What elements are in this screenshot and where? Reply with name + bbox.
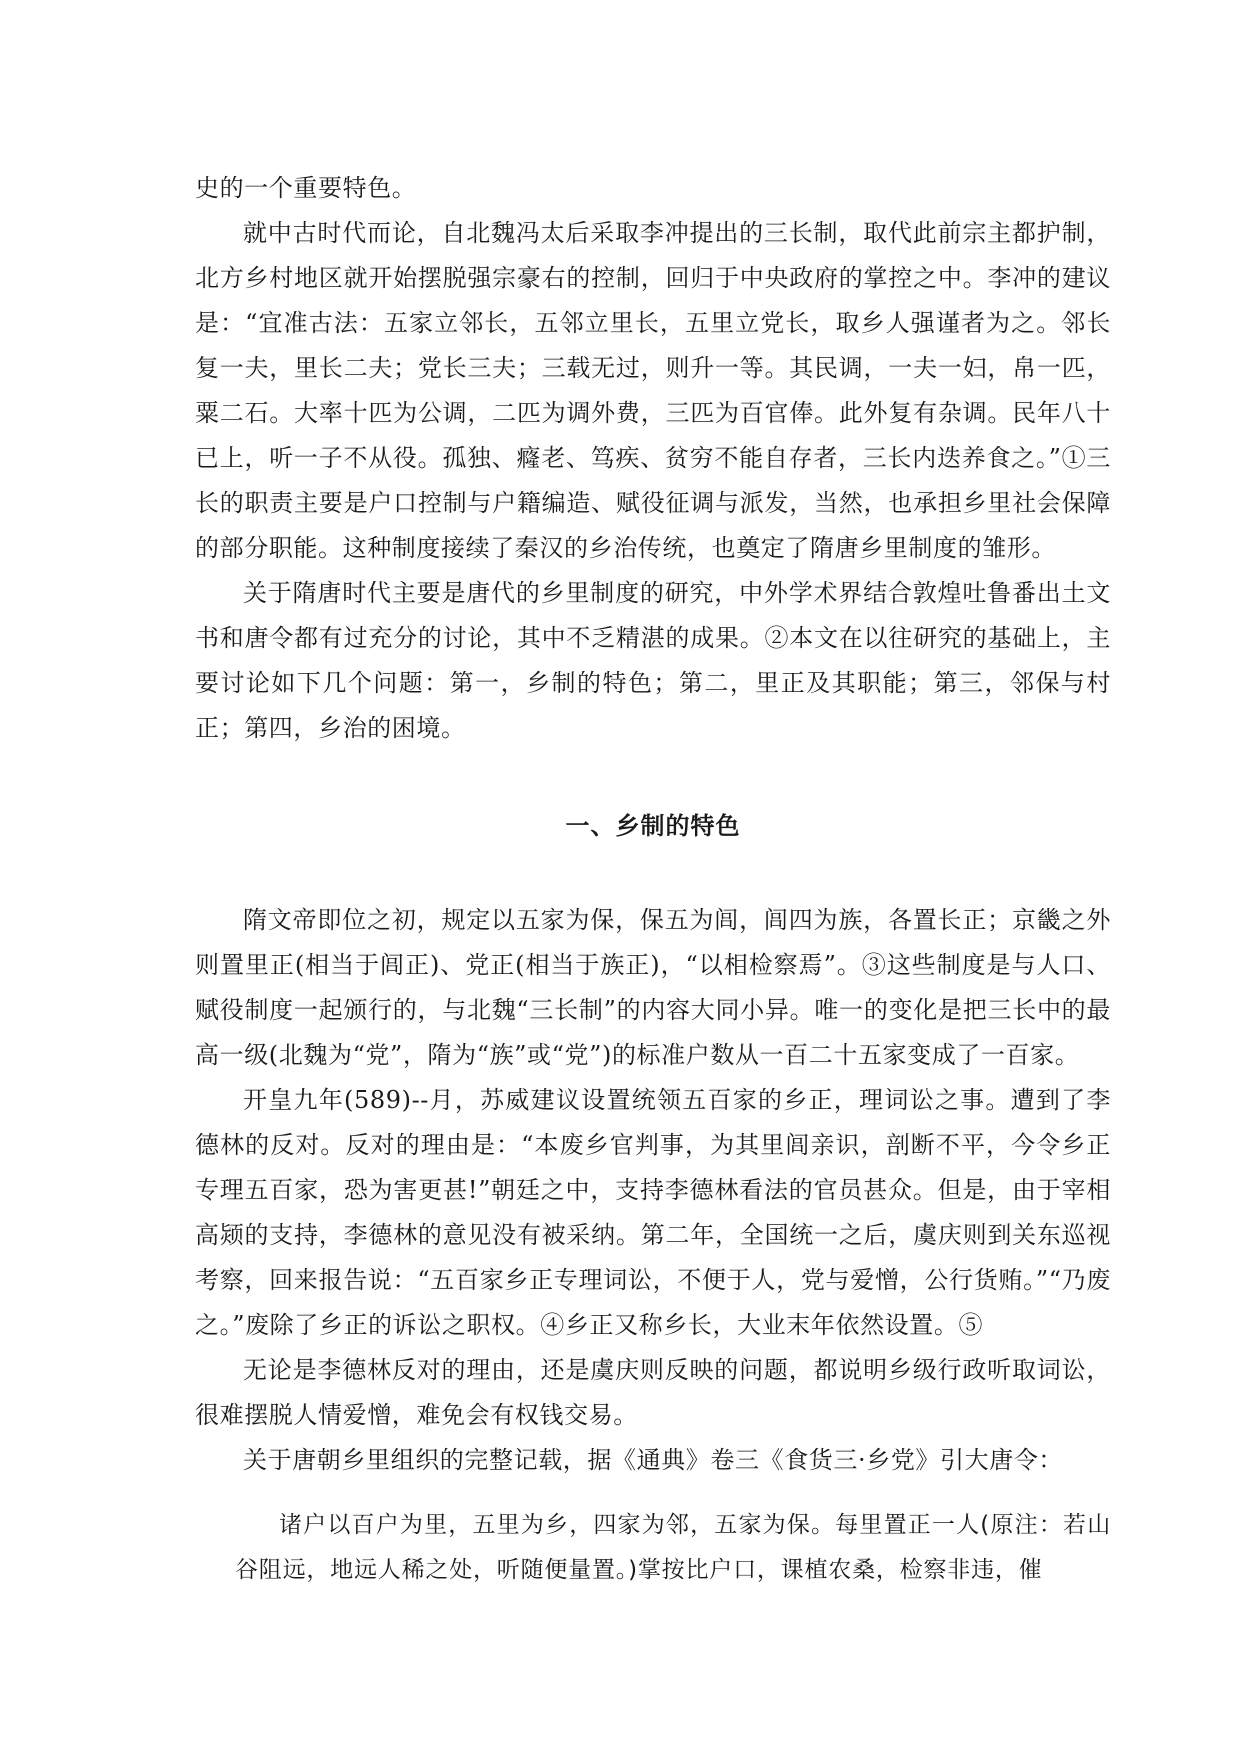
section-heading: 一、乡制的特色	[565, 811, 741, 840]
paragraph-kaihuang: 开皇九年(589)--月，苏威建议设置统领五百家的乡正，理词讼之事。遭到了李德林的反对。反对的理由是：“本废乡官判事，为其里闾亲识，剖断不平，今令乡正专理五百家，恐为害更甚!”朝廷之中，支持李德林看法的官员甚众。但是，由于宰相高颎的支持，李德林的意见没有被采纳。第二年，全国统一之后，虞庆则到关东巡视考察，回来报告说：“五百家乡正专理词讼，不便于人，党与爱憎，公行货贿。”“乃废之。”废除了乡正的诉讼之职权。④乡正又称乡长，大业末年依然设置。⑤	[195, 1086, 1111, 1339]
paragraph-conclusion: 无论是李德林反对的理由，还是虞庆则反映的问题，都说明乡级行政听取词讼，很难摆脱人情爱憎，难免会有权钱交易。	[195, 1356, 1111, 1429]
paragraph-research-overview: 关于隋唐时代主要是唐代的乡里制度的研究，中外学术界结合敦煌吐鲁番出土文书和唐令都有过充分的讨论，其中不乏精湛的成果。②本文在以往研究的基础上，主要讨论如下几个问题：第一，乡制的特色；第二，里正及其职能；第三，邻保与村正；第四，乡治的困境。	[195, 579, 1111, 742]
paragraph-tang-intro: 关于唐朝乡里组织的完整记载，据《通典》卷三《食货三·乡党》引大唐令：	[243, 1446, 1064, 1474]
paragraph-three-chief-system: 就中古时代而论，自北魏冯太后采取李冲提出的三长制，取代此前宗主都护制，北方乡村地区就开始摆脱强宗豪右的控制，回归于中央政府的掌控之中。李冲的建议是：“宜准古法：五家立邻长，五邻立里长，五里立党长，取乡人强谨者为之。邻长复一夫，里长二夫；党长三夫；三载无过，则升一等。其民调，一夫一妇，帛一匹，粟二石。大率十匹为公调，二匹为调外费，三匹为百官俸。此外复有杂调。民年八十已上，听一子不从役。孤独、癃老、笃疾、贫穷不能自存者，三长内迭养食之。”①三长的职责主要是户口控制与户籍编造、赋役征调与派发，当然，也承担乡里社会保障的部分职能。这种制度接续了秦汉的乡治传统，也奠定了隋唐乡里制度的雏形。	[195, 219, 1111, 562]
paragraph-continuation: 史的一个重要特色。	[195, 174, 417, 202]
paragraph-sui-system: 隋文帝即位之初，规定以五家为保，保五为闾，闾四为族，各置长正；京畿之外则置里正(相当于闾正)、党正(相当于族正)，“以相检察焉”。③这些制度是与人口、赋役制度一起颁行的，与北魏“三长制”的内容大同小异。唯一的变化是把三长中的最高一级(北魏为“党”，隋为“族”或“党”)的标准户数从一百二十五家变成了一百家。	[195, 906, 1111, 1069]
block-quote: 诸户以百户为里，五里为乡，四家为邻，五家为保。每里置正一人(原注：若山谷阻远，地远人稀之处，听随便量置。)掌按比户口，课植农桑，检察非违，催	[235, 1512, 1111, 1583]
